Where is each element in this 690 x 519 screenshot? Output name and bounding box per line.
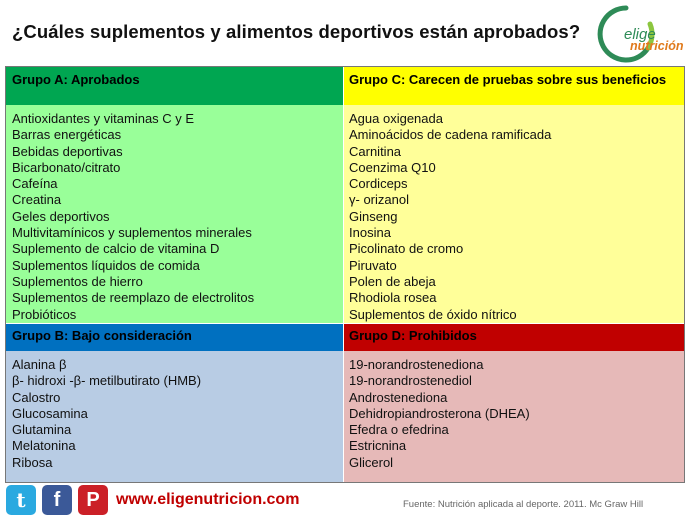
list-item: Calostro bbox=[12, 389, 61, 405]
list-item: Antioxidantes y vitaminas C y E bbox=[12, 111, 195, 126]
list-item: Glutamina bbox=[12, 422, 72, 438]
list-item: Suplementos de hierro bbox=[12, 273, 143, 289]
list-item: Carnitina bbox=[349, 143, 402, 159]
list-item: γ- orizanol bbox=[349, 192, 409, 208]
group-a-header: Grupo A: Aprobados bbox=[6, 67, 343, 105]
page-title: ¿Cuáles suplementos y alimentos deportivos están aprobados? bbox=[12, 21, 581, 42]
list-item: Efedra o efedrina bbox=[349, 422, 449, 438]
group-b-list bbox=[6, 351, 343, 482]
list-item: Agua oxigenada bbox=[349, 111, 443, 126]
list-item: Glicerol bbox=[349, 454, 394, 470]
list-item: Picolinato de cromo bbox=[349, 241, 464, 257]
list-item: Coenzima Q10 bbox=[349, 159, 436, 175]
list-item: Androstenediona bbox=[349, 389, 448, 405]
source-citation: Fuente: Nutrición aplicada al deporte. 2011. Mc Graw Hill bbox=[403, 499, 644, 510]
list-item: Dehidropiandrosterona (DHEA) bbox=[349, 405, 530, 421]
website-link[interactable]: www.eligenutricion.com bbox=[116, 491, 300, 508]
list-item: Melatonina bbox=[12, 438, 76, 454]
list-item: Estricnina bbox=[349, 438, 407, 454]
list-item: Geles deportivos bbox=[12, 208, 110, 224]
group-a-list bbox=[6, 105, 343, 323]
list-item: 19-norandrostenediona bbox=[349, 357, 484, 372]
group-c-header: Grupo C: Carecen de pruebas sobre sus beneficios bbox=[343, 67, 684, 105]
list-item: Inosina bbox=[349, 225, 391, 241]
list-item: Aminoácidos de cadena ramificada bbox=[349, 127, 552, 143]
list-item: Polen de abeja bbox=[349, 273, 436, 289]
facebook-icon[interactable]: f bbox=[42, 485, 72, 515]
list-item: Barras energéticas bbox=[12, 127, 122, 143]
row-divider bbox=[6, 323, 684, 324]
group-d-list bbox=[343, 351, 684, 482]
group-d-header: Grupo D: Prohibidos bbox=[343, 323, 684, 351]
list-item: 19-norandrostenediol bbox=[349, 373, 472, 389]
list-item: Cordiceps bbox=[349, 176, 408, 192]
list-item: Piruvato bbox=[349, 257, 397, 273]
list-item: β- hidroxi -β- metilbutirato (HMB) bbox=[12, 373, 202, 389]
logo-word-elige: elige bbox=[624, 26, 656, 43]
list-item: Probióticos bbox=[12, 306, 77, 322]
column-divider bbox=[343, 67, 344, 482]
list-item: Cafeína bbox=[12, 176, 58, 192]
logo-word-nutricion: nutrición bbox=[630, 39, 684, 53]
list-item: Bebidas deportivas bbox=[12, 143, 123, 159]
list-item: Ribosa bbox=[12, 454, 53, 470]
list-item: Suplementos de reemplazo de electrolitos bbox=[12, 290, 255, 306]
list-item: Bicarbonato/citrato bbox=[12, 159, 121, 175]
list-item: Suplementos de óxido nítrico bbox=[349, 306, 517, 322]
twitter-icon[interactable]: t bbox=[6, 485, 36, 515]
supplements-table bbox=[5, 66, 685, 483]
list-item: Glucosamina bbox=[12, 405, 88, 421]
group-b-header: Grupo B: Bajo consideración bbox=[6, 323, 343, 351]
pinterest-icon[interactable]: P bbox=[78, 485, 108, 515]
elige-nutricion-logo bbox=[596, 4, 688, 64]
list-item: Multivitamínicos y suplementos minerales bbox=[12, 225, 252, 241]
list-item: Creatina bbox=[12, 192, 62, 208]
group-c-list bbox=[343, 105, 684, 323]
list-item: Alanina β bbox=[12, 357, 67, 372]
list-item: Rhodiola rosea bbox=[349, 290, 437, 306]
list-item: Suplemento de calcio de vitamina D bbox=[12, 241, 220, 257]
list-item: Suplementos líquidos de comida bbox=[12, 257, 200, 273]
list-item: Ginseng bbox=[349, 208, 398, 224]
